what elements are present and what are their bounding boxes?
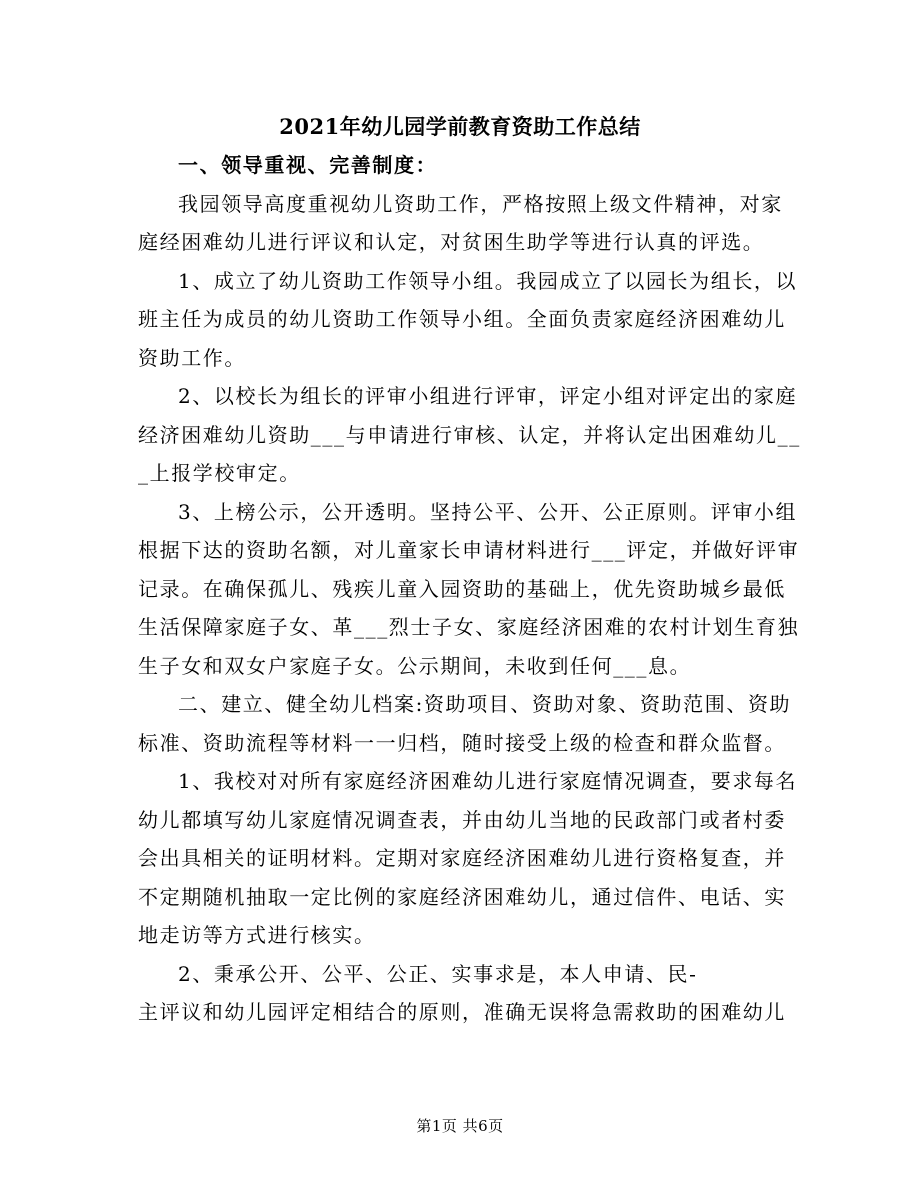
paragraph-line: 地走访等方式进行核实。 xyxy=(138,923,376,947)
document-body xyxy=(138,146,801,1032)
paragraph-line: 主评议和幼儿园评定相结合的原则，准确无误将急需救助的困难幼儿 xyxy=(138,1000,786,1024)
paragraph-line: 根据下达的资助名额，对儿童家长申请材料进行___评定，并做好评审 xyxy=(138,538,800,562)
paragraph xyxy=(138,377,801,493)
paragraph-line: 生活保障家庭子女、革___烈士子女、家庭经济困难的农村计划生育独 xyxy=(138,615,800,639)
paragraph-line: 幼儿都填写幼儿家庭情况调查表，并由幼儿当地的民政部门或者村委 xyxy=(138,807,786,832)
paragraph xyxy=(138,955,784,1032)
paragraph-line: 2、秉承公开、公平、公正、实事求是，本人申请、民- xyxy=(178,961,698,986)
paragraph-line: 资助工作。 xyxy=(138,345,246,370)
paragraph-line: 生子女和双女户家庭子女。公示期间，未收到任何___息。 xyxy=(138,653,692,678)
page-number-footer: 第1页 共6页 xyxy=(416,1117,504,1135)
paragraph xyxy=(138,262,798,378)
paragraph-line: 班主任为成员的幼儿资助工作领导小组。全面负责家庭经济困难幼儿 xyxy=(138,307,786,331)
paragraph-line: 标准、资助流程等材料一一归档，随时接受上级的检查和群众监督。 xyxy=(138,730,786,755)
paragraph-line: 不定期随机抽取一定比例的家庭经济困难幼儿，通过信件、电话、实 xyxy=(138,884,786,909)
paragraph-line: 庭经困难幼儿进行评议和认定，对贫困生助学等进行认真的评选。 xyxy=(138,230,765,254)
paragraph-line: 我园领导高度重视幼儿资助工作，严格按照上级文件精神，对家 xyxy=(178,191,783,216)
paragraph xyxy=(138,762,798,955)
paragraph xyxy=(138,493,800,686)
paragraph xyxy=(138,685,792,762)
paragraph-line: 二、建立、健全幼儿档案:资助项目、资助对象、资助范围、资助 xyxy=(178,692,792,716)
paragraph-line: 1、成立了幼儿资助工作领导小组。我园成立了以园长为组长，以 xyxy=(178,268,798,293)
paragraph xyxy=(138,185,784,262)
section-heading: 一、领导重视、完善制度： xyxy=(178,153,438,177)
document-title: 2021年幼儿园学前教育资助工作总结 xyxy=(279,114,641,139)
paragraph-line: 记录。在确保孤儿、残疾儿童入园资助的基础上，优先资助城乡最低 xyxy=(138,576,786,601)
paragraph-line: _上报学校审定。 xyxy=(138,461,301,485)
paragraph-line: 1、我校对对所有家庭经济困难幼儿进行家庭情况调查，要求每名 xyxy=(178,769,798,793)
paragraph-line: 会出具相关的证明材料。定期对家庭经济困难幼儿进行资格复查，并 xyxy=(138,846,786,870)
paragraph-line: 2、以校长为组长的评审小组进行评审，评定小组对评定出的家庭 xyxy=(178,384,798,408)
paragraph-line: 经济困难幼儿资助___与申请进行审核、认定，并将认定出困难幼儿__ xyxy=(138,422,801,447)
paragraph-line: 3、上榜公示，公开透明。坚持公平、公开、公正原则。评审小组 xyxy=(178,499,798,524)
